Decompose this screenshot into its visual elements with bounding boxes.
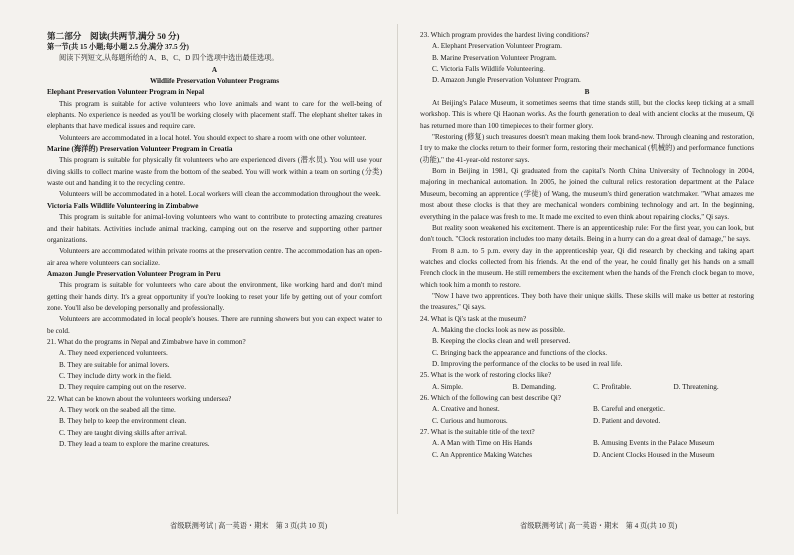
paragraph: Born in Beijing in 1981, Qi graduated from the capital's North China University of Technology in 2004, majoring in mechanical automation. In 2005, he joined the cultural relics restoration department at the Palace Museum, becoming an apprentice (学徒) of Wang, the museum's third generation watchmaker. "What amazes me most about these clocks is that they are mechanical wonders combining technology and art. In the beginning, everything in the palace was fresh to me. It made me excited to even think about repairing clocks," Qi says. — [420, 167, 754, 221]
question-24: 24. What is Qi's task at the museum? — [420, 314, 527, 323]
option: A. Elephant Preservation Volunteer Program. — [432, 42, 562, 51]
option: D. Improving the performance of the clocks to be used in real life. — [432, 359, 623, 368]
section-subtitle: 第一节(共 15 小题;每小题 2.5 分,满分 37.5 分) — [47, 43, 189, 51]
option: C. An Apprentice Making Watches — [432, 450, 533, 459]
question-27: 27. What is the suitable title of the text? — [420, 428, 535, 437]
option: D. Patient and devoted. — [593, 416, 661, 425]
option: A. They need experienced volunteers. — [59, 349, 168, 358]
paragraph: Volunteers are accommodated in local people's houses. There are running showers but you can expect water to be cold. — [47, 315, 382, 335]
option: D. Threatening. — [673, 382, 719, 391]
paragraph: From 8 a.m. to 5 p.m. every day in the apprenticeship year, Qi did research by checking and taking apart watches and clocks collected from his friends. At the end of the year, he could finally get his hands on a small French clock in the museum. He still remembers the excitement when the hands of the French clock began to move, which took him a month to restore. — [420, 246, 754, 289]
question-23: 23. Which program provides the hardest living conditions? — [420, 31, 590, 39]
option: C. They are taught diving skills after arrival. — [59, 428, 187, 437]
passage-title: Wildlife Preservation Volunteer Programs — [149, 77, 280, 86]
page-footer: 省级联测考试 | 高一英语・期末 第 3 页(共 10 页) — [170, 522, 328, 530]
passage-letter: B — [584, 87, 590, 96]
option: C. Victoria Falls Wildlife Volunteering. — [432, 65, 545, 74]
instruction: 阅读下列短文,从每题所给的 A、B、C、D 四个选项中选出最佳选项。 — [59, 54, 279, 63]
paragraph: "Restoring (修复) such treasures doesn't mean making them look brand-new. Through cleaning and restoration, I try to make the clocks return to their former form, restoring their mechanical (机械的) and performance functions (功能)," the 41-year-old restorer says. — [420, 133, 754, 164]
program-title: Elephant Preservation Volunteer Program in Nepal — [47, 88, 205, 97]
option: D. Ancient Clocks Housed in the Museum — [593, 450, 715, 459]
paragraph: This program is suitable for active volunteers who love animals and want to care for the well-being of elephants. No experience is needed as you'll be working closely with placement staff. The elephant shelter takes in elephants that have medical issues and require care. — [47, 99, 382, 131]
option: B. Marine Preservation Volunteer Program. — [432, 53, 557, 62]
options-row — [420, 382, 754, 393]
passage-letter: A — [211, 65, 218, 74]
paragraph: Volunteers will be accommodated in a hotel. Local workers will clean the accommodation throughout the week. — [59, 190, 381, 199]
page-footer: 省级联测考试 | 高一英语・期末 第 4 页(共 10 页) — [520, 522, 678, 530]
paragraph: But reality soon weakened his excitement. There is an apprenticeship rule: For the first year, you can look, but don't touch. "Clock restoration includes too many details. Being in a hurry can do a great deal of damage," he says. — [420, 223, 754, 244]
question-21: 21. What do the programs in Nepal and Zimbabwe have in common? — [47, 337, 246, 346]
right-page — [420, 30, 754, 461]
option: C. They include dirty work in the field. — [59, 371, 172, 380]
option: D. Amazon Jungle Preservation Volunteer Program. — [432, 76, 581, 85]
left-page — [47, 30, 382, 450]
program-title: Amazon Jungle Preservation Volunteer Program in Peru — [47, 269, 221, 278]
option: B. Demanding. — [512, 382, 557, 391]
option: B. They are suitable for animal lovers. — [59, 360, 170, 369]
option: B. Keeping the clocks clean and well preserved. — [432, 337, 571, 346]
option: A. They work on the seabed all the time. — [59, 406, 176, 414]
options-grid — [420, 404, 754, 427]
paragraph: This program is suitable for physically fit volunteers who are experienced divers (潜水员). You will use your diving skills to collect marine waste from the bottom of the seabed. You will work within a team on sorting (分类) waste out and handing it to the recycling centre. — [47, 156, 382, 188]
option: B. Amusing Events in the Palace Museum — [593, 439, 715, 448]
option: D. They require camping out on the reserve. — [59, 383, 187, 392]
page-divider — [397, 24, 398, 514]
question-26: 26. Which of the following can best describe Qi? — [420, 394, 561, 402]
paragraph: At Beijing's Palace Museum, it sometimes seems that time stands still, but the clocks keep ticking at a small workshop. This is where Qi Haonan works. As the fourth generation to deal with ancient clocks at the museum, Qi has returned more than 100 timepieces to their former glory. — [420, 99, 754, 130]
paragraph: This program is suitable for animal-loving volunteers who want to contribute to protecting amazing creatures and their habitats. Activities include animal tracking, camping out on the reserve and supporting other partner organizations. — [47, 213, 382, 244]
option: A. Simple. — [432, 382, 463, 391]
section-title: 第二部分 阅读(共两节,满分 50 分) — [47, 31, 180, 41]
paragraph: Volunteers are accommodated within private rooms at the preservation centre. The accommodation has an open-air area where volunteers can socialize. — [47, 247, 382, 267]
question-25: 25. What is the work of restoring clocks like? — [420, 371, 552, 380]
program-title: Marine (海洋的) Preservation Volunteer Program in Croatia — [47, 145, 233, 154]
paragraph: This program is suitable for volunteers who care about the environment, like working hard and don't mind getting their hands dirty. It's a great opportunity if you're looking to reset your life by getting out of your comfort zone. You'll also be developing personally and professionally. — [47, 281, 382, 312]
option: C. Curious and humorous. — [432, 416, 508, 425]
option: B. They help to keep the environment clean. — [59, 417, 187, 426]
option: C. Bringing back the appearance and functions of the clocks. — [432, 348, 608, 357]
option: C. Profitable. — [593, 382, 632, 391]
option: D. They lead a team to explore the marine creatures. — [59, 440, 210, 449]
option: A. A Man with Time on His Hands — [432, 439, 533, 448]
paragraph: Volunteers are accommodated in a local hotel. You should expect to share a room with one other volunteer. — [59, 133, 367, 142]
option: A. Making the clocks look as new as possible. — [432, 325, 565, 334]
paragraph: "Now I have two apprentices. They both have their unique skills. These skills will make us better at restoring the treasures," Qi says. — [420, 291, 754, 312]
program-title: Victoria Falls Wildlife Volunteering in Zimbabwe — [47, 201, 199, 210]
option: A. Creative and honest. — [432, 405, 500, 414]
options-grid — [420, 438, 754, 461]
question-22: 22. What can be known about the volunteers working undersea? — [47, 394, 232, 403]
option: B. Careful and energetic. — [593, 405, 665, 414]
